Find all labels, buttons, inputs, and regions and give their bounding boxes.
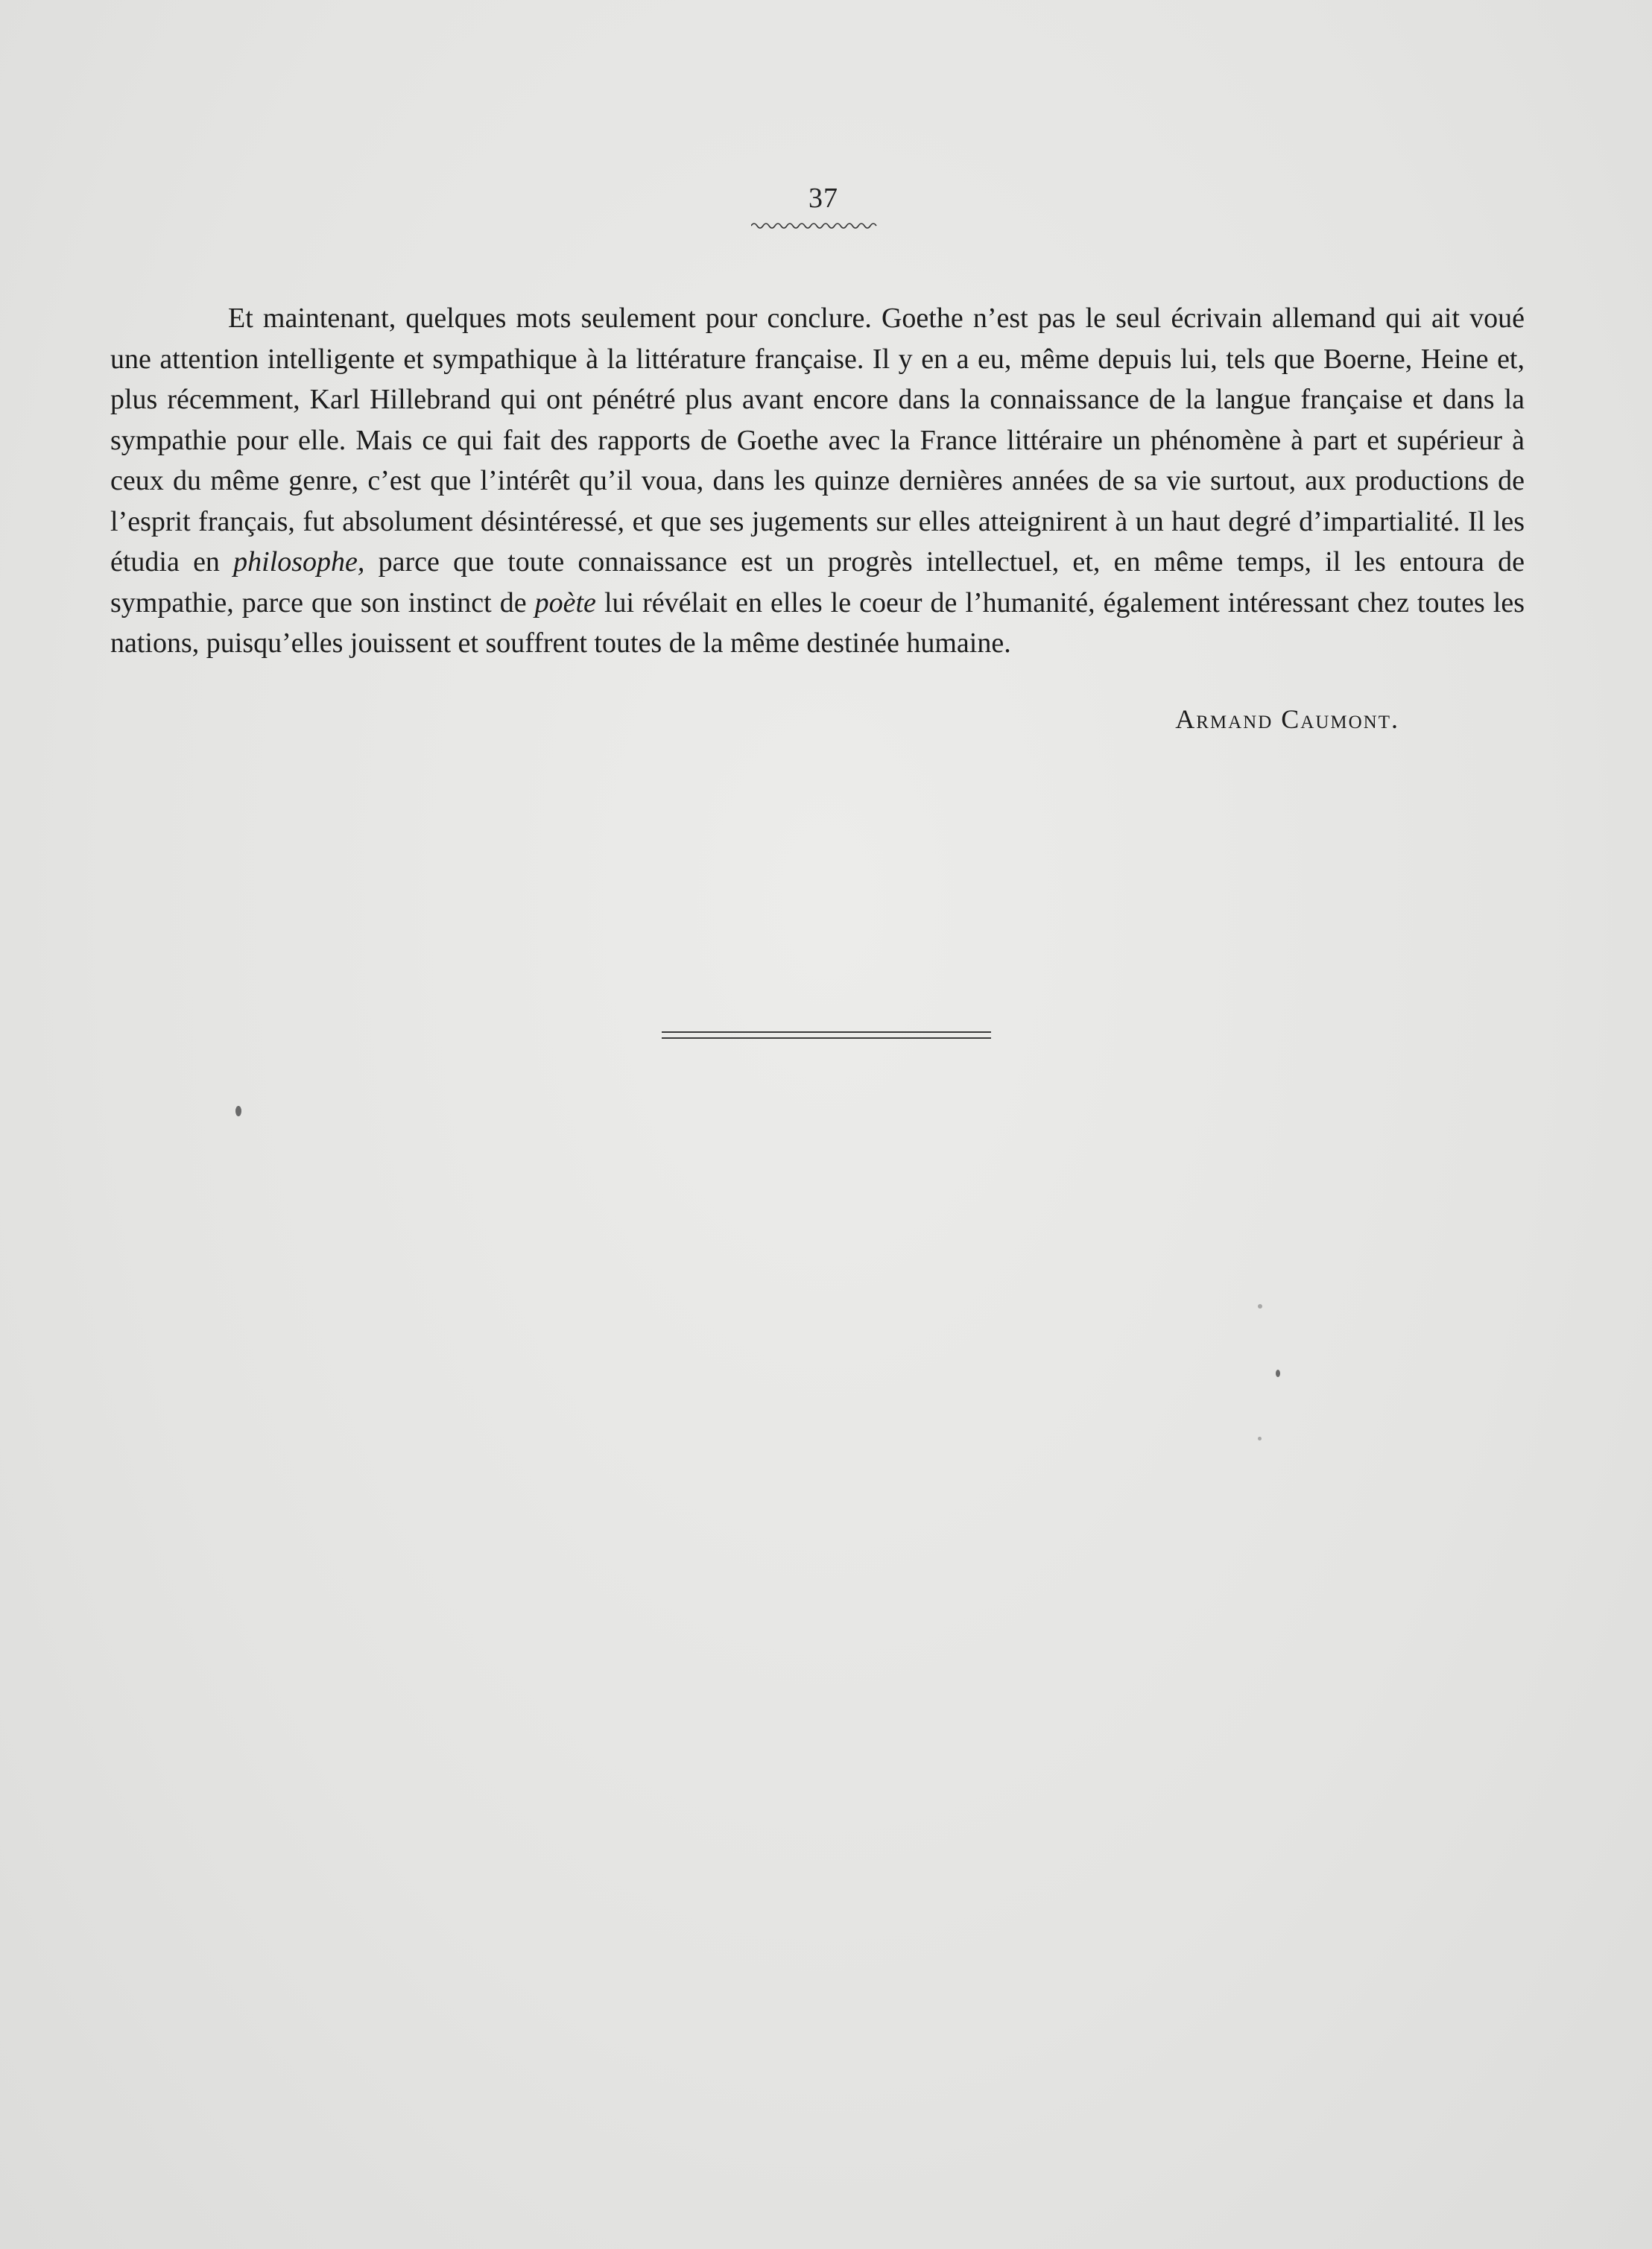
- paper-speck: [1276, 1370, 1280, 1377]
- end-rule-line-top: [662, 1031, 991, 1033]
- paragraph-text-2: parce que toute connaissance est un progrès intellectuel, et, en même temps, il les entoura de sympathie, parce que son instinct de: [110, 546, 1525, 619]
- author-signature: Armand Caumont.: [1175, 704, 1399, 734]
- paper-speck: [1258, 1304, 1262, 1309]
- body-paragraph: [110, 298, 1525, 664]
- page-number-ornament: [751, 221, 879, 231]
- emphasis-poete: poète: [534, 586, 596, 619]
- end-rule-line-bottom: [662, 1037, 991, 1039]
- page-number: 37: [808, 183, 838, 214]
- paper-speck: [235, 1106, 241, 1116]
- paragraph-text-3: lui révélait en elles le coeur de l’humanité, également intéressant chez toutes les nations, puisqu’elles jouissent et souffrent toutes de la même destinée humaine.: [110, 586, 1525, 659]
- paragraph-text-1: Et maintenant, quelques mots seulement pour conclure. Goethe n’est pas le seul écrivain allemand qui ait voué une attention intelligente et sympathique à la littérature française. Il y en a eu, même depuis lui, tels que Boerne, Heine et, plus récemment, Karl Hillebrand qui ont pénétré plus avant encore dans la connaissance de la langue française et dans la sympathie pour elle. Mais ce qui fait des rapports de Goethe avec la France littéraire un phénomène à part et supérieur à ceux du même genre, c’est que l’intérêt qu’il voua, dans les quinze dernières années de sa vie surtout, aux productions de l’esprit français, fut absolument désintéressé, et que ses jugements sur elles atteignirent à un haut degré d’impartialité. Il les étudia en: [110, 303, 1525, 578]
- emphasis-philosophe: philosophe,: [233, 546, 365, 578]
- paper-speck: [1258, 1437, 1262, 1440]
- end-double-rule: [662, 1031, 991, 1043]
